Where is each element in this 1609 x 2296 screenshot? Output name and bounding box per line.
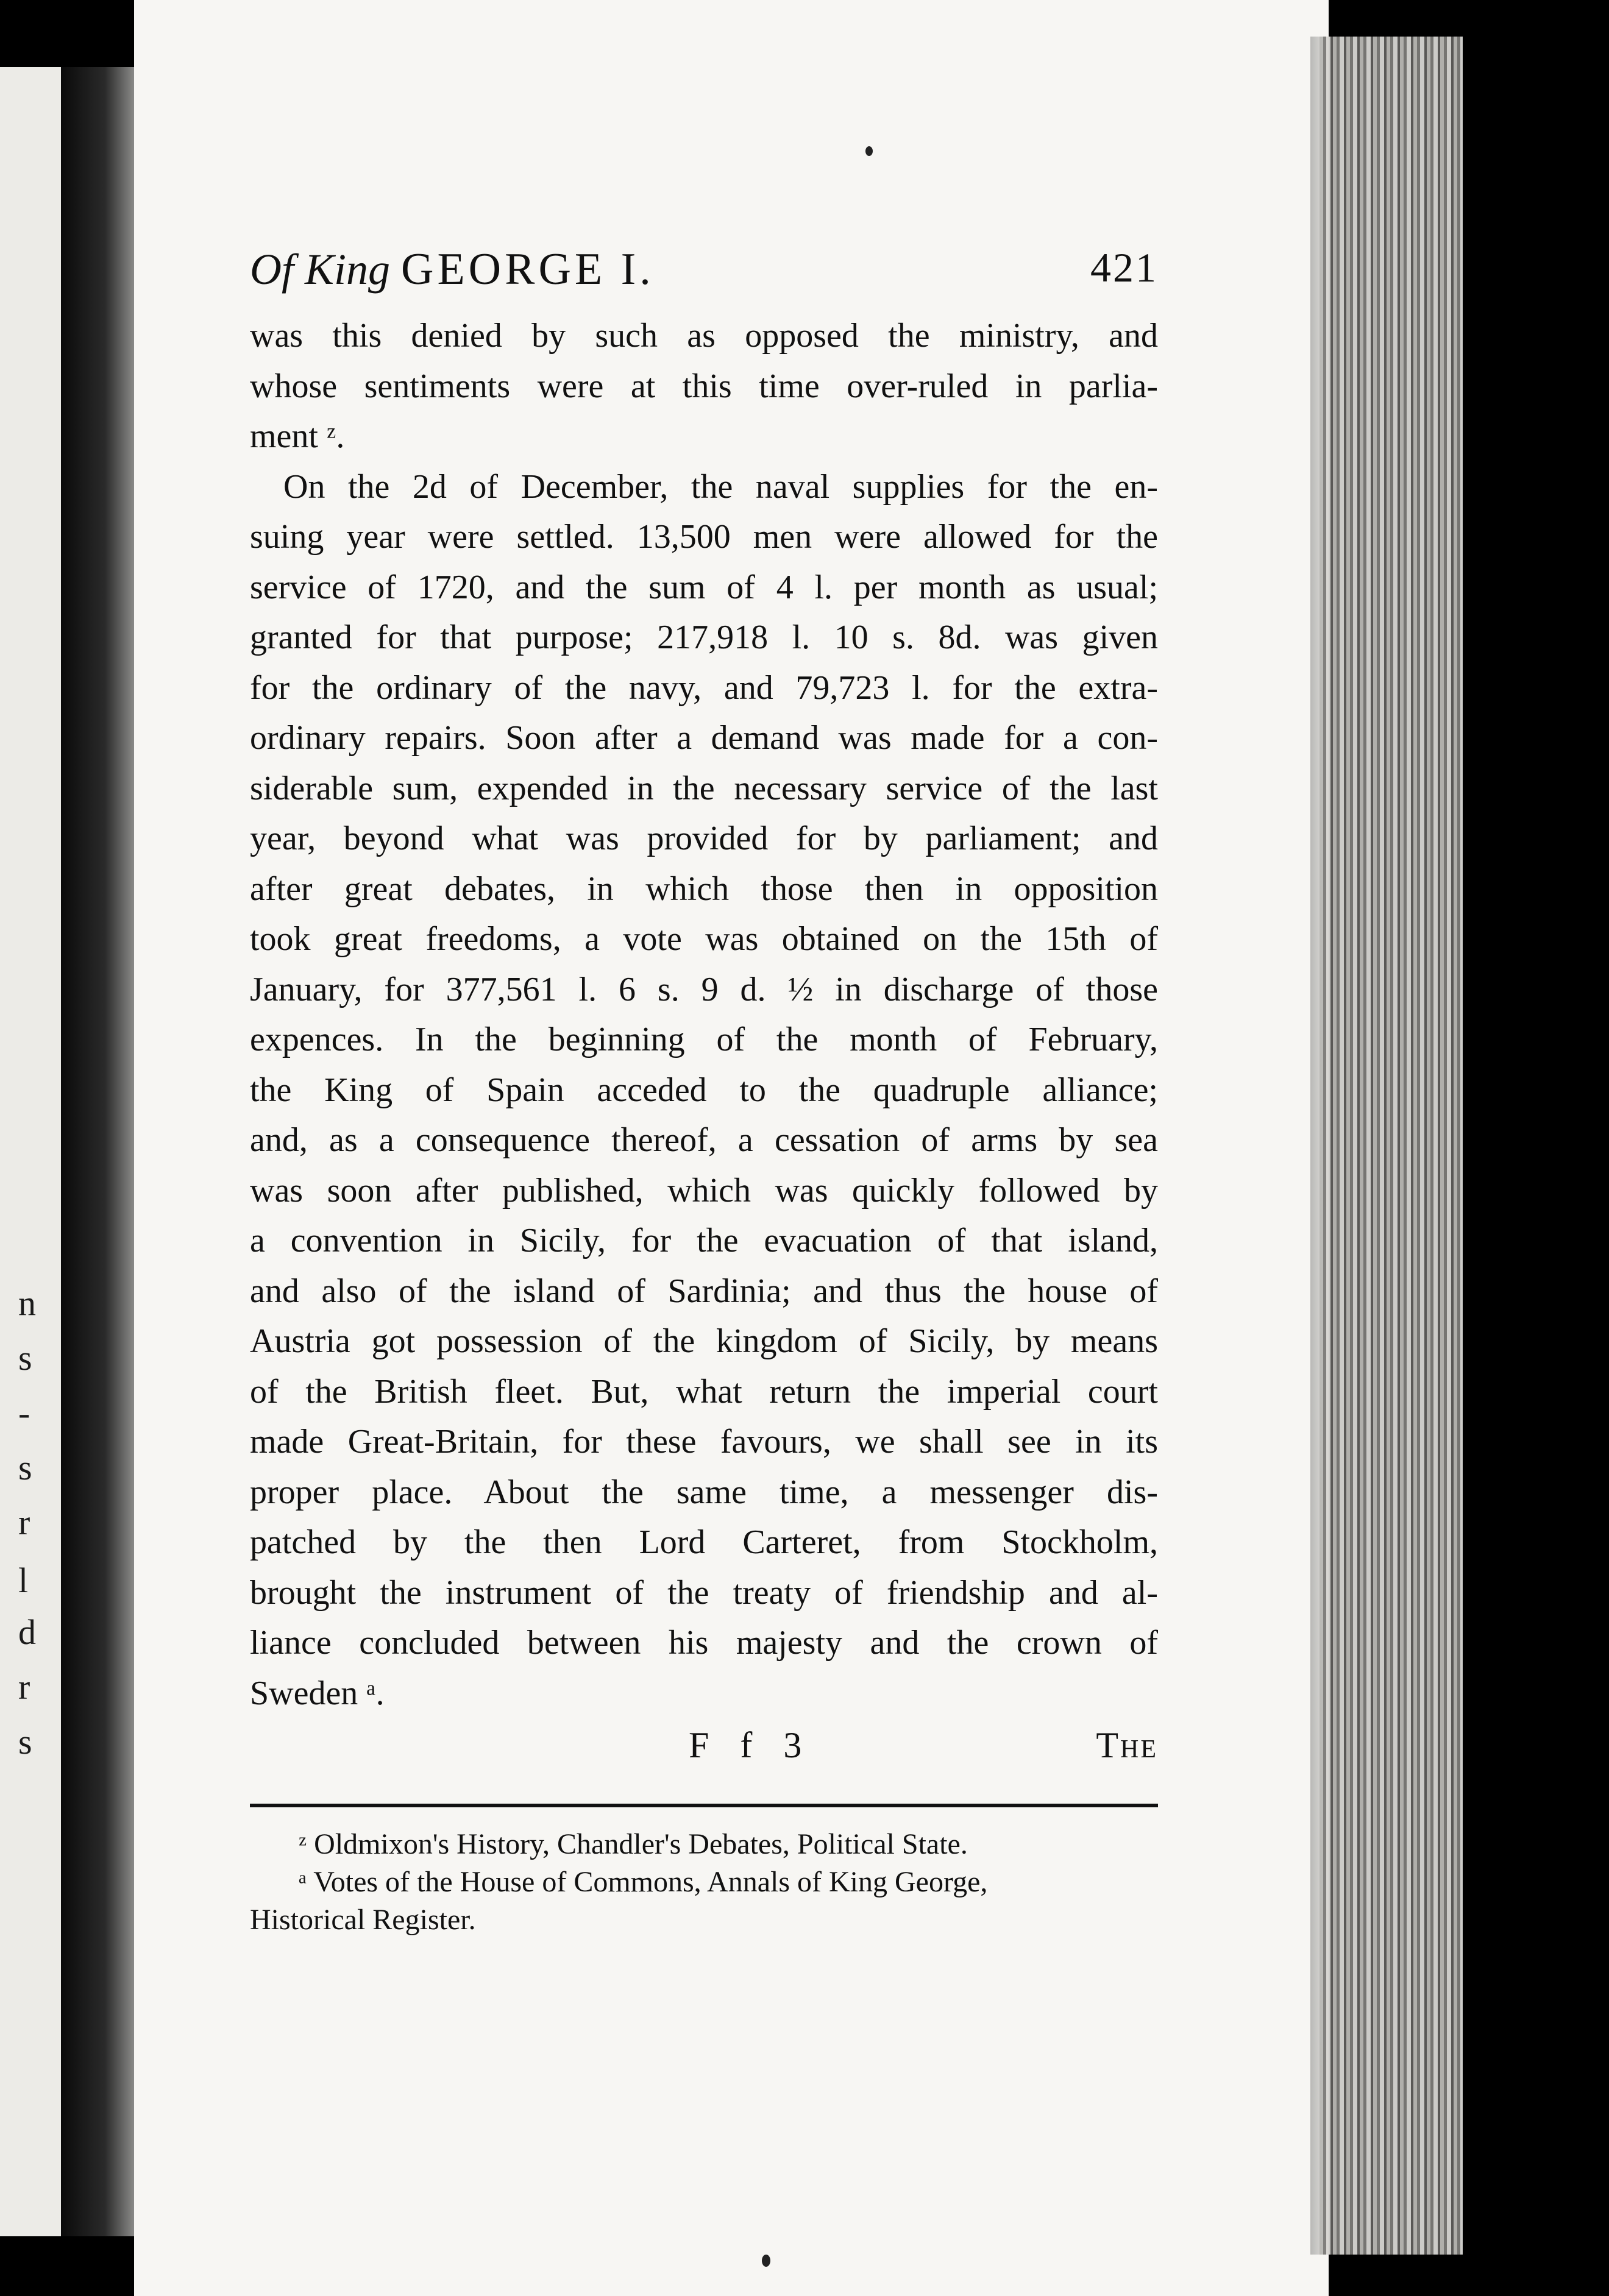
running-head <box>250 244 1164 311</box>
text-line: patched by the then Lord Carteret, from Stockholm, <box>250 1523 1158 1561</box>
footnotes <box>250 1826 1164 1939</box>
text-line: liance concluded between his majesty and the crown of <box>250 1624 1158 1662</box>
facing-page-fragment: d <box>18 1612 36 1652</box>
text-line: a convention in Sicily, for the evacuation of that island, <box>250 1222 1158 1260</box>
text-line: January, for 377,561 l. 6 s. 9 d. ½ in discharge of those <box>250 970 1158 1008</box>
text-line: the King of Spain acceded to the quadruple alliance; <box>250 1071 1158 1109</box>
text-line: service of 1720, and the sum of 4 l. per month as usual; <box>250 568 1158 606</box>
text-line: after great debates, in which those then in opposition <box>250 870 1158 908</box>
text-line: made Great-Britain, for these favours, we shall see in its <box>250 1423 1158 1461</box>
ink-speck <box>865 146 873 156</box>
text-line: expences. In the beginning of the month of February, <box>250 1021 1158 1058</box>
footnote: ᶻ Oldmixon's History, Chandler's Debates, Political State. <box>299 1828 968 1860</box>
ink-speck <box>762 2255 770 2267</box>
footnote-rule <box>250 1804 1158 1807</box>
text-line: whose sentiments were at this time over-ruled in parlia- <box>250 367 1158 405</box>
text-line: for the ordinary of the navy, and 79,723 l. for the extra- <box>250 668 1158 707</box>
text-line: was soon after published, which was quickly followed by <box>250 1171 1158 1210</box>
footnote-continuation: Historical Register. <box>250 1904 476 1936</box>
facing-page-fragment: l <box>18 1561 29 1600</box>
text-block <box>250 244 1164 1939</box>
facing-page-fragment: - <box>18 1393 30 1433</box>
text-line: siderable sum, expended in the necessary service of the last <box>250 769 1158 807</box>
running-head-title-italic: Of King <box>250 245 391 294</box>
text-line: took great freedoms, a vote was obtained on the 15th of <box>250 920 1158 958</box>
text-line: year, beyond what was provided for by parliament; and <box>250 820 1158 857</box>
facing-page-fragment: s <box>18 1722 32 1762</box>
text-line: of the British fleet. But, what return the imperial court <box>250 1372 1158 1411</box>
facing-page-edge <box>0 67 61 2236</box>
text-line: Austria got possession of the kingdom of Sicily, by means <box>250 1322 1158 1360</box>
text-line: ordinary repairs. Soon after a demand was made for a con- <box>250 719 1158 757</box>
text-line: was this denied by such as opposed the ministry, and <box>250 317 1158 355</box>
text-line: and also of the island of Sardinia; and thus the house of <box>250 1272 1158 1310</box>
text-line: brought the instrument of the treaty of friendship and al- <box>250 1573 1158 1612</box>
signature-mark: F f 3 <box>689 1725 813 1765</box>
facing-page-fragment: s <box>18 1338 32 1378</box>
book-gutter <box>61 67 134 2236</box>
catchword: The <box>1096 1725 1158 1765</box>
page-number: 421 <box>1090 244 1158 291</box>
text-line: On the 2d of December, the naval supplies for the en- <box>283 467 1158 506</box>
text-line: suing year were settled. 13,500 men were allowed for the <box>250 518 1158 556</box>
facing-page-fragment: n <box>18 1283 36 1323</box>
facing-page-fragment: r <box>18 1503 30 1542</box>
text-line: Sweden ᵃ. <box>250 1674 385 1712</box>
facing-page-fragment: s <box>18 1448 32 1487</box>
page-edges <box>1320 37 1463 2255</box>
footnote: ᵃ Votes of the House of Commons, Annals of King George, <box>299 1866 988 1898</box>
text-line: granted for that purpose; 217,918 l. 10 s. 8d. was given <box>250 618 1158 656</box>
facing-page-fragment: r <box>18 1667 30 1707</box>
text-line: ment ᶻ. <box>250 417 345 455</box>
running-head-title-caps: GEORGE I. <box>401 244 655 294</box>
signature-line <box>250 1724 1164 1779</box>
body-text <box>250 311 1164 1718</box>
text-line: and, as a consequence thereof, a cessation of arms by sea <box>250 1121 1158 1159</box>
text-line: proper place. About the same time, a messenger dis- <box>250 1473 1158 1511</box>
